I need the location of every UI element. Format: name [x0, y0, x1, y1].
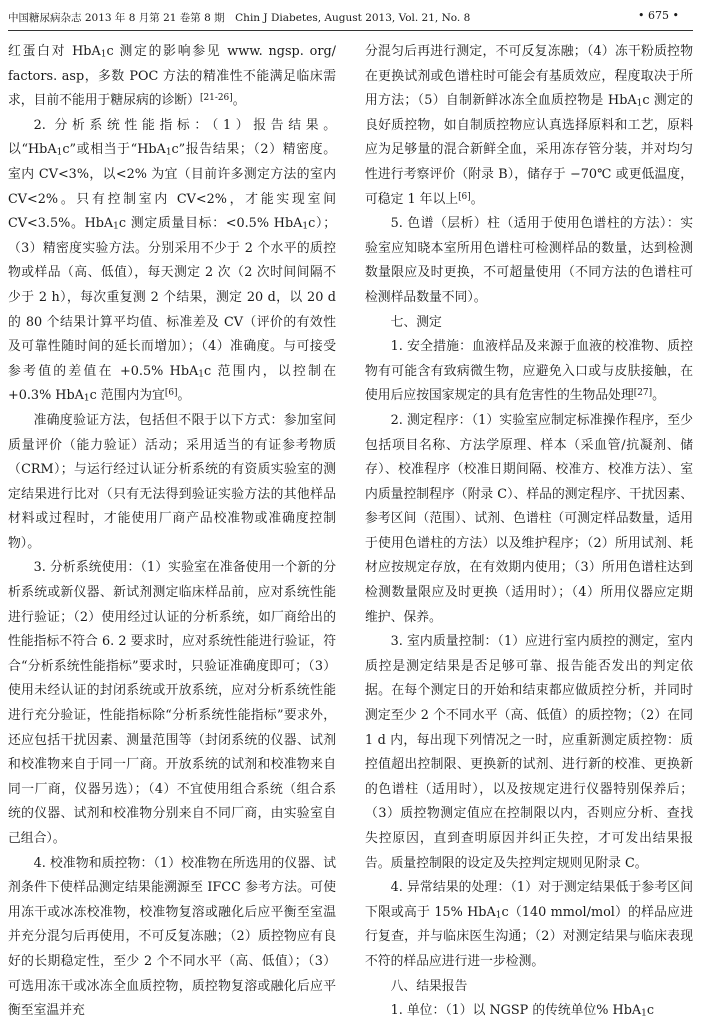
paragraph — [365, 409, 693, 630]
paragraph — [365, 40, 693, 212]
subscript: 1 — [636, 98, 643, 109]
paragraph — [365, 212, 693, 310]
journal-citation: 中国糖尿病杂志 2013 年 8 月第 21 卷第 8 期 Chin J Diabetes, August 2013, Vol. 21, No. 8 — [8, 12, 471, 24]
paragraph — [8, 409, 336, 557]
paragraph — [8, 114, 336, 409]
text-run: c（140 mmol/mol）的样品应进行复查，并与临床医生沟通；（2）对测定结果与临床表现不符的样品应进行进一步检测。 — [365, 904, 693, 969]
text-run: 2. 分析系统性能指标：（1）报告结果。以“HbA — [8, 117, 336, 158]
text-run: c 范围内为宜 — [89, 388, 165, 404]
paragraph — [365, 630, 693, 876]
text-run: c 测定质量目标：<0.5% HbA — [118, 216, 303, 232]
text-run: 准确度验证方法，包括但不限于以下方式：参加室间质量评价（能力验证）活动；采用适当的有证参考物质（CRM）；与运行经过认证分析系统的有资质实验室的测定结果进行比对（只有无法得到验证实验方法的其他样品材料或过程时，才能使用厂商产品校准物或准确度控制物）。 — [8, 412, 336, 551]
subscript: 1 — [198, 369, 204, 380]
running-header — [0, 0, 701, 40]
paragraph — [365, 876, 693, 974]
subscript: 1 — [113, 221, 119, 232]
citation-ref: [27] — [633, 388, 653, 399]
text-run: 4. 异常结果的处理：（1）对于测定结果低于参考区间下限或高于 15% HbA — [365, 880, 693, 920]
text-run: c — [646, 1003, 655, 1019]
subscript: 1 — [83, 393, 90, 404]
text-run: 七、测定 — [390, 314, 442, 330]
subscript: 1 — [165, 147, 172, 158]
citation-ref: [21-26] — [199, 93, 233, 104]
paragraph — [8, 852, 336, 1024]
text-run: 1. 安全措施：血液样品及来源于血液的校准物、质控物有可能含有致病微生物，应避免入口或与皮肤接触，在使用后应按国家规定的具有危害性的生物品处理 — [365, 339, 693, 404]
subscript: 1 — [100, 49, 107, 60]
subscript: 1 — [302, 221, 309, 232]
paragraph — [8, 40, 336, 114]
text-run: 2. 测定程序：（1）实验室应制定标准操作程序，至少包括项目名称、方法学原理、样本（采血管/抗凝剂、储存）、校准程序（校准日期间隔、校准方、校准方法）、室内质量控制程序（附录 C）、样品的测定程序、干扰因素、参考区间（范围）、试剂、色谱柱（可测定样品数量，适用于使用色谱柱的方法）以及维护程序；（2）所用试剂、耗材应按规定存放，在有效期内使用；（3）所用色谱柱达到检测数量限应及时更换（适用时）；（4）所用仪器应定期维护、保养。 — [365, 412, 693, 625]
text-run: 。 — [232, 93, 246, 109]
citation-ref: [6] — [458, 191, 471, 202]
text-run: 红蛋白对 HbA — [8, 44, 101, 59]
text-run: 3. 分析系统使用：（1）实验室在准备使用一个新的分析系统或新仪器、新试剂测定临床样品前，应对系统性能进行验证；（2）使用经过认证的分析系统，如厂商给出的性能指标不符合 6. 2 要求时，应对系统性能进行验证，符合“分析系统性能指标”要求时，只验证准确度即可；（3）使用未经认证的封闭系统或开放系统，应对分析系统性能进行充分验证，性能指标除“分析系统性能指标”要求外，还应包括干扰因素、测量范围等（封闭系统的仪器、试剂和校准物来自于同一厂商。开放系统的试剂和校准物来自同一厂商，仪器另选）；（4）不宜使用组合系统（组合系统的仪器、试剂和校准物分别来自不同厂商，由实验室自己组合）。 — [8, 560, 336, 846]
paragraph — [365, 335, 693, 409]
text-run: 4. 校准物和质控物：（1）校准物在所选用的仪器、试剂条件下使样品测定结果能溯源至 IFCC 参考方法。可使用冻干或冰冻校准物，校准物复溶或融化后应平衡至室温并充分混匀后再使用，不可反复冻融；（2）质控物应有良好的长期稳定性，至少 2 个不同水平（高、低值）；（3）可选用冻干或冰冻全血质控物，质控物复溶或融化后应平衡至室温并充 — [8, 855, 336, 1019]
text-run: c”或相当于“HbA — [62, 142, 166, 158]
right-column — [365, 40, 693, 1024]
text-run: c 测定的影响参见 www. ngsp. org/ factors. asp，多数 POC 方法的精准性不能满足临床需求，目前不能用于糖尿病的诊断） — [8, 44, 336, 109]
citation-ref: [6] — [164, 388, 178, 399]
text-run: 1. 单位：（1）以 NGSP 的传统单位% HbA — [390, 1003, 642, 1019]
section-heading — [365, 311, 693, 336]
text-run: c 测定的良好质控物，如自制质控物应认真选择原料和工艺，原料应为足够量的混合新鲜全血，采用冻存管分装，并对均匀性进行考察评价（附录 B），储存于 −70℃ 或更低温度，可稳定 1 年以上 — [365, 93, 693, 207]
page-number: • 675 • — [638, 9, 679, 22]
subscript: 1 — [495, 910, 502, 921]
text-run: c 范围内，以控制在 +0.3% HbA — [8, 363, 336, 404]
subscript: 1 — [641, 1008, 647, 1019]
text-run: 5. 色谱（层析）柱（适用于使用色谱柱的方法）：实验室应知晓本室所用色谱柱可检测样品的数量，达到检测数量限应及时更换，不可超量使用（不同方法的色谱柱可检测样品数量不同）。 — [365, 216, 693, 305]
text-run: 3. 室内质量控制：（1）应进行室内质控的测定，室内质控是测定结果是否足够可靠、报告能否发出的判定依据。在每个测定日的开始和结束都应做质控分析，并同时测定至少 2 个不同水平（高、低值）的质控物；（2）在同 1 d 内，每出现下列情况之一时，应重新测定质控物：质控值超出控制限、更换新的试剂、进行新的校准、更换新的色谱柱（适用时），以及按规定进行仪器特别保养后；（3）质控物测定值应在控制限以内，否则应分析、查找失控原因，直到查明原因并纠正失控，才可发出结果报告。质量控制限的设定及失控判定规则见附录 C。 — [365, 634, 693, 871]
section-heading — [365, 975, 693, 1000]
paragraph — [8, 556, 336, 851]
subscript: 1 — [56, 147, 63, 158]
text-run: 分混匀后再进行测定，不可反复冻融；（4）冻干粉质控物在更换试剂或色谱柱时可能会有基质效应，程度取决于所用方法；（5）自制新鲜冰冻全血质控物是 HbA — [365, 44, 693, 109]
left-column — [8, 40, 336, 1024]
text-run: 。 — [177, 388, 191, 404]
text-run: 八、结果报告 — [390, 978, 468, 994]
text-run: 。 — [652, 388, 665, 404]
text-run: 。 — [470, 191, 484, 207]
text-run: c）；（3）精密度实验方法。分别采用不少于 2 个水平的质控物或样品（高、低值），每天测定 2 次（2 次时间间隔不少于 2 h），每次重复测 2 个结果，测定 20 d，以 20 d 的 80 个结果计算平均值、标准差及 CV（评价的有效性及可靠性随时间的延长而增加）；（4）准确度。与可接受参考值的差值在 +0.5% HbA — [8, 216, 336, 379]
text-run: c”报告结果；（2）精密度。室内 CV<3%，以<2% 为宜（目前许多测定方法的室内 CV<2%。只有控制室内 CV<2%，才能实现室间 CV<3.5%。HbA — [8, 142, 336, 232]
paragraph — [365, 999, 693, 1024]
header-rule — [8, 30, 693, 31]
